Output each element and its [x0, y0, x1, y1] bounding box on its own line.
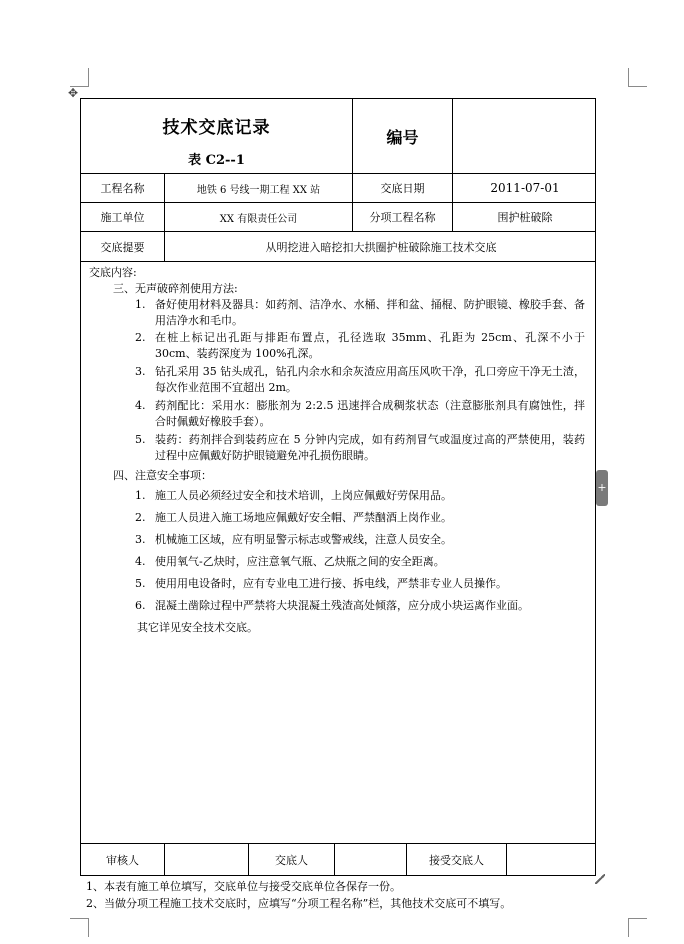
footnote-2: 2、当做分项工程施工技术交底时，应填写“分项工程名称”栏，其他技术交底可不填写。 — [86, 897, 512, 910]
list-item — [135, 330, 585, 362]
list-item-number: 1. — [135, 489, 146, 502]
list-item — [135, 398, 585, 430]
title-cell[interactable] — [81, 99, 353, 173]
project-name-cell[interactable] — [165, 174, 353, 202]
technical-disclosure-form — [80, 98, 596, 876]
project-name-label: 工程名称 — [100, 182, 145, 195]
contractor-label: 施工单位 — [100, 211, 145, 224]
list-item-text: 备好使用材料及器具：如药剂、洁净水、水桶、拌和盆、捅棍、防护眼镜、橡胶手套、备用洁净水和毛巾。 — [155, 298, 585, 327]
list-item — [135, 297, 585, 329]
form-number: 表 C2--1 — [188, 153, 245, 168]
project-name: 地铁 6 号线一期工程 XX 站 — [196, 184, 321, 196]
number-label: 编号 — [386, 127, 419, 147]
list-item-number: 2. — [135, 511, 146, 524]
summary-label: 交底提要 — [100, 240, 145, 254]
disclosure-content[interactable] — [81, 262, 595, 844]
list-item-number: 2. — [135, 331, 146, 344]
list-item-text: 在桩上标记出孔距与排距布置点，孔径选取 35mm、孔距为 25cm、孔深不小于 30cm、装药深度为 100%孔深。 — [155, 331, 585, 360]
number-label-cell[interactable] — [353, 99, 453, 173]
list-item-text: 钻孔采用 35 钻头成孔，钻孔内余水和余灰渣应用高压风吹干净，孔口旁应干净无土渣，每次作业范围不宜超出 2m。 — [155, 365, 585, 394]
crop-mark-top-right — [628, 68, 647, 87]
list-item-text: 混凝土凿除过程中严禁将大块混凝土残渣高处倾落，应分成小块运离作业面。 — [155, 599, 529, 612]
list-item — [135, 554, 585, 570]
footnote-1: 1、本表有施工单位填写，交底单位与接受交底单位各保存一份。 — [86, 880, 401, 893]
contractor-value: XX 有限责任公司 — [219, 213, 298, 225]
list-item-number: 3. — [135, 365, 146, 378]
contractor-row — [81, 203, 595, 232]
summary-cell[interactable] — [165, 232, 597, 261]
sub-project-cell[interactable] — [453, 203, 597, 231]
date-label: 交底日期 — [380, 182, 425, 195]
summary-value: 从明挖进入暗挖扣大拱圈护桩破除施工技术交底 — [265, 240, 497, 254]
receiver-label: 接受交底人 — [429, 853, 484, 867]
list-item-number: 5. — [135, 577, 146, 590]
list-item-text: 施工人员必须经过安全和技术培训，上岗应佩戴好劳保用品。 — [155, 489, 452, 502]
list-item-text: 施工人员进入施工场地应佩戴好安全帽、严禁酗酒上岗作业。 — [155, 511, 452, 524]
section-4-title: 四、注意安全事项： — [113, 469, 212, 482]
crop-mark-bottom-right — [628, 918, 647, 937]
table-move-handle-icon[interactable]: ✥ — [67, 86, 79, 100]
list-item-number: 3. — [135, 533, 146, 546]
sub-project-value: 围护桩破除 — [497, 211, 553, 224]
date-cell[interactable] — [453, 174, 597, 202]
reviewer-sign-cell[interactable] — [165, 844, 249, 875]
signature-row — [81, 844, 595, 875]
list-item-number: 6. — [135, 599, 146, 612]
contractor-cell[interactable] — [165, 203, 353, 231]
contractor-label-cell[interactable] — [81, 203, 165, 231]
title-row — [81, 99, 595, 174]
list-item — [135, 576, 585, 592]
list-item-number: 5. — [135, 433, 146, 446]
content-heading: 交底内容: — [89, 266, 137, 279]
reviewer-label: 审核人 — [106, 853, 139, 867]
summary-row — [81, 232, 595, 262]
list-item-text: 机械施工区域，应有明显警示标志或警戒线，注意人员安全。 — [155, 533, 452, 546]
form-title: 技术交底记录 — [162, 118, 271, 138]
discloser-label: 交底人 — [275, 853, 308, 867]
project-row — [81, 174, 595, 203]
list-item — [135, 532, 585, 548]
side-expand-icon[interactable]: + — [596, 470, 608, 506]
number-value-cell[interactable] — [453, 99, 597, 173]
discloser-sign-cell[interactable] — [335, 844, 407, 875]
crop-mark-top-left — [70, 68, 89, 87]
receiver-sign-cell[interactable] — [507, 844, 597, 875]
list-item-text: 药剂配比：采用水：膨胀剂为 2:2.5 迅速拌合成稠浆状态（注意膨胀剂具有腐蚀性，拌合时佩戴好橡胶手套）。 — [155, 399, 585, 428]
list-item-text: 装药：药剂拌合到装药应在 5 分钟内完成，如有药剂冒气或温度过高的严禁使用，装药过程中应佩戴好防护眼镜避免冲孔损伤眼睛。 — [155, 433, 585, 462]
list-item-number: 4. — [135, 555, 146, 568]
date-label-cell[interactable] — [353, 174, 453, 202]
closing-note: 其它详见安全技术交底。 — [137, 621, 258, 634]
crop-mark-bottom-left — [70, 918, 89, 937]
discloser-label-cell[interactable] — [249, 844, 335, 875]
list-item — [135, 364, 585, 396]
list-item — [135, 432, 585, 464]
list-item — [135, 510, 585, 526]
project-name-label-cell[interactable] — [81, 174, 165, 202]
list-item-number: 4. — [135, 399, 146, 412]
list-item — [135, 488, 585, 504]
date-value: 2011-07-01 — [490, 181, 560, 195]
list-item-text: 使用氧气-乙炔时，应注意氧气瓶、乙炔瓶之间的安全距离。 — [155, 555, 445, 568]
list-item-text: 使用用电设备时，应有专业电工进行接、拆电线，严禁非专业人员操作。 — [155, 577, 507, 590]
table-resize-handle-icon[interactable] — [595, 874, 605, 884]
sub-project-label-cell[interactable] — [353, 203, 453, 231]
section-3-title: 三、无声破碎剂使用方法: — [113, 282, 238, 295]
reviewer-label-cell[interactable] — [81, 844, 165, 875]
receiver-label-cell[interactable] — [407, 844, 507, 875]
sub-project-label: 分项工程名称 — [369, 211, 436, 224]
list-item — [135, 598, 585, 614]
list-item-number: 1. — [135, 298, 146, 311]
summary-label-cell[interactable] — [81, 232, 165, 261]
